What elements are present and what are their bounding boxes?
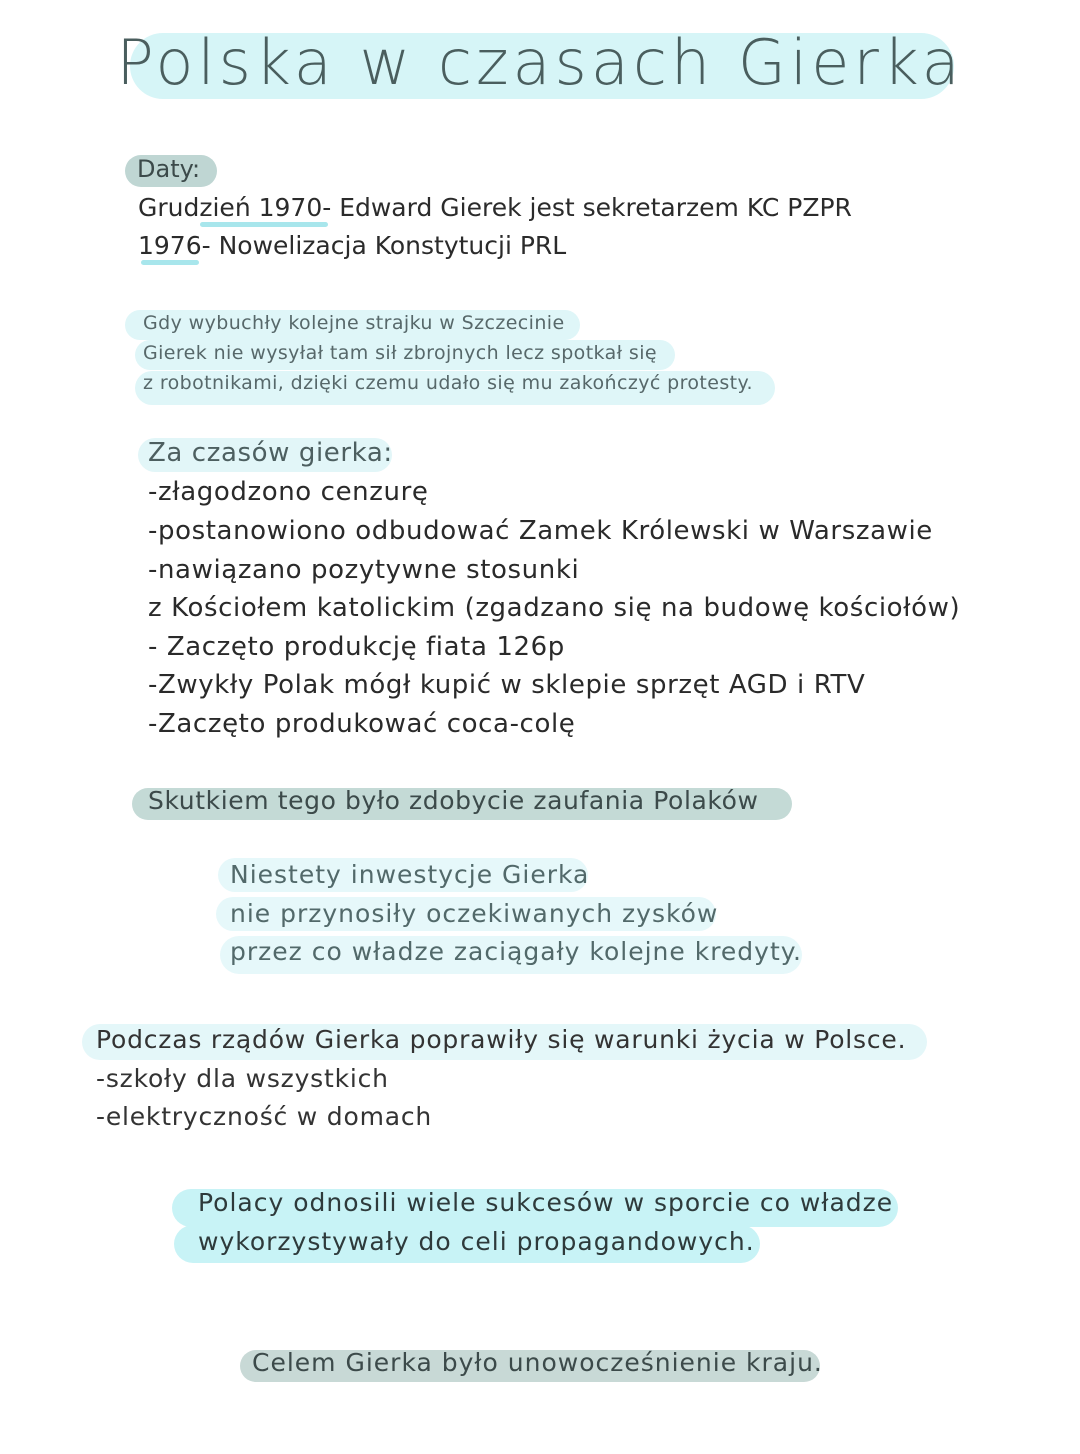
list-item: -nawiązano pozytywne stosunki — [148, 555, 580, 585]
date-underline-1970 — [200, 222, 328, 227]
gierek-era-label: Za czasów gierka: — [148, 438, 393, 468]
strike-note-line-3: z robotnikami, dzięki czemu udało się mu zakończyć protesty. — [143, 372, 753, 394]
dates-label: Daty: — [137, 155, 201, 183]
living-heading: Podczas rządów Gierka poprawiły się warunki życia w Polsce. — [96, 1025, 907, 1054]
investments-line-2: nie przynosiły oczekiwanych zysków — [230, 899, 719, 928]
effect-text: Skutkiem tego było zdobycie zaufania Polaków — [148, 786, 759, 815]
strike-note-line-1: Gdy wybuchły kolejne strajku w Szczecinie — [143, 312, 565, 334]
strike-note-line-2: Gierek nie wysyłał tam sił zbrojnych lecz spotkał się — [143, 342, 657, 364]
list-item: -Zwykły Polak mógł kupić w sklepie sprzęt AGD i RTV — [148, 670, 866, 700]
date-line-1970: Grudzień 1970- Edward Gierek jest sekretarzem KC PZPR — [138, 193, 852, 222]
list-item: z Kościołem katolickim (zgadzano się na budowę kościołów) — [148, 593, 961, 623]
date-line-1976: 1976- Nowelizacja Konstytucji PRL — [138, 231, 567, 260]
date-underline-1976 — [141, 260, 199, 265]
list-item: -elektryczność w domach — [96, 1102, 433, 1131]
sport-line-1: Polacy odnosili wiele sukcesów w sporcie co władze — [198, 1188, 894, 1217]
investments-line-3: przez co władze zaciągały kolejne kredyty. — [230, 937, 802, 966]
list-item: -Zaczęto produkować coca-colę — [148, 709, 576, 739]
list-item: -szkoły dla wszystkich — [96, 1064, 389, 1093]
list-item: -postanowiono odbudować Zamek Królewski w Warszawie — [148, 516, 933, 546]
list-item: -złagodzono cenzurę — [148, 477, 429, 507]
page-title: Polska w czasach Gierka — [116, 26, 964, 99]
goal-text: Celem Gierka było unowocześnienie kraju. — [252, 1348, 823, 1377]
list-item: - Zaczęto produkcję fiata 126p — [148, 632, 565, 662]
sport-line-2: wykorzystywały do celi propagandowych. — [198, 1227, 755, 1256]
investments-line-1: Niestety inwestycje Gierka — [230, 860, 590, 889]
